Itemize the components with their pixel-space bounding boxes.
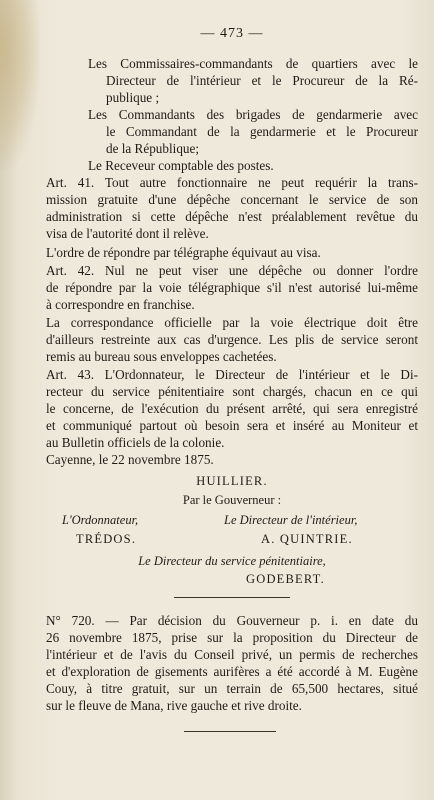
text-line: mission gratuite d'une dépêche concernant le service de son [46,192,418,207]
text-line: Le Receveur comptable des postes. [88,158,274,173]
text-line: L'ordre de répondre par télégraphe équivaut au visa. [46,245,321,260]
text-line: et communiqué partout où besoin sera et inséré au Moniteur et [46,418,418,433]
end-divider [184,731,276,732]
section-divider [174,597,290,598]
ordonnateur-title: L'Ordonnateur, [62,513,139,527]
text-line: administration si cette dépêche n'est préalablement revêtue du [46,209,418,224]
text-line: recteur du service pénitentiaire sont chargés, chacun en ce qui [46,384,418,399]
page-number: — 473 — [200,26,264,41]
text-line: La correspondance officielle par la voie électrique doit être [46,315,418,330]
par-le-gouverneur: Par le Gouverneur : [182,493,282,507]
date-line: Cayenne, le 22 novembre 1875. [46,452,214,467]
text-line: de répondre par la voie télégraphique s'il n'est autorisé lui-même [46,280,418,295]
notice-line: l'intérieur et de l'avis du Conseil privé, un permis de recherches [46,647,418,662]
text-line: Directeur de l'intérieur et le Procureur de la Ré- [106,73,418,88]
text-line: Les Commissaires-commandants de quartiers avec le [88,56,418,71]
governor-signature: HUILLIER. [196,474,268,488]
text-line: de la République; [106,141,200,156]
text-line: publique ; [106,90,160,105]
notice-line: 26 novembre 1875, prise sur la proposition du Directeur de [46,630,418,645]
directeur-penitentiaire-title: Le Directeur du service pénitentiaire, [138,554,326,568]
directeur-penitentiaire-name: GODEBERT. [246,572,325,586]
page-stain [0,0,40,170]
article-41-line: Art. 41. Tout autre fonctionnaire ne peut requérir la trans- [46,175,418,190]
article-43-line: Art. 43. L'Ordonnateur, le Directeur de l'intérieur et le Di- [46,367,418,382]
text-line: Les Commandants des brigades de gendarmerie avec [88,107,418,122]
text-line: visa de l'autorité dont il relève. [46,226,209,241]
text-line: à correspondre en franchise. [46,297,195,312]
notice-line: Couy, à titre gratuit, sur un terrain de 65,500 hectares, situé [46,681,418,696]
text-line: au Bulletin officiels de la colonie. [46,435,225,450]
ordonnateur-name: TRÉDOS. [76,532,137,546]
text-line: remis au bureau sous enveloppes cachetées. [46,349,277,364]
text-line: d'ailleurs restreinte aux cas d'urgence. Les plis de service seront [46,332,418,347]
notice-line: N° 720. — Par décision du Gouverneur p. i. en date du [46,613,418,628]
notice-line: et d'exploration de gisements aurifères a été accordé à M. Eugène [46,664,418,679]
text-line: le Commandant de la gendarmerie et le Procureur [106,124,418,139]
notice-line: sur le fleuve de Mana, rive gauche et rive droite. [46,698,302,713]
directeur-interieur-title: Le Directeur de l'intérieur, [224,513,358,527]
directeur-interieur-name: A. QUINTRIE. [261,532,353,546]
article-42-line: Art. 42. Nul ne peut viser une dépêche ou donner l'ordre [46,263,418,278]
text-line: le concerne, de l'exécution du présent arrêté, qui sera enregistré [46,401,418,416]
